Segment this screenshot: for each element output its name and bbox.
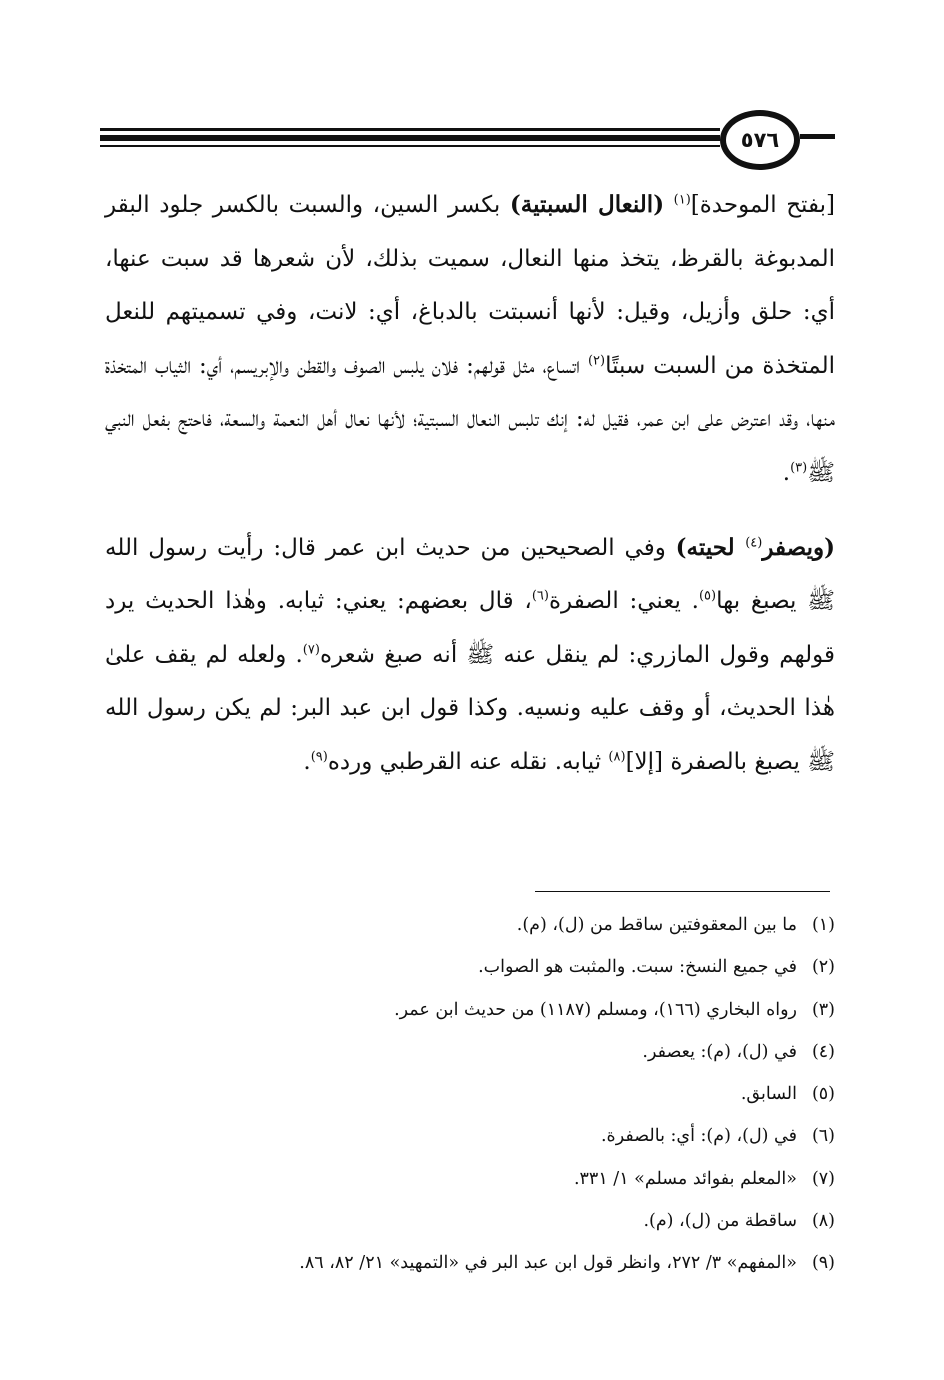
footnote-number: (٤) [811,1041,835,1062]
footnote-number: (٧) [811,1168,835,1189]
page-number-badge [720,110,800,170]
footnotes [105,904,835,1285]
bold-term: (النعال السبتية) [509,191,665,218]
footnote-ref: (٨) [608,749,626,765]
footnote [105,989,835,1031]
footnote-text: السابق. [740,1084,797,1105]
header-rule-thick [100,135,720,141]
footnote [105,904,835,946]
footnote-text: في (ل)، (م): يعصفر. [642,1041,797,1062]
footnote [105,1200,835,1242]
text-run: . ولعله لم يقف علىٰ هٰذا الحديث، أو وقف عليه ونسيه. وكذا قول ابن عبد البر: لم يكن رسول الله ﷺ يصبغ بالصفرة [إلا] [105,641,835,775]
header-rule-thin [100,128,720,131]
text-run: . يعني: الصفرة [548,588,699,615]
footnote-text: في (ل)، (م): أي: بالصفرة. [600,1126,797,1147]
footnote [105,1242,835,1284]
text-run: بكسر السين، والسبت بالكسر جلود البقر المدبوغة بالقرظ، يتخذ منها النعال، سميت بذلك، لأن شعرها قد سبت عنها، أي: حلق وأزيل، وقيل: لأنها أنسبتت بالدباغ، أي: لانت، وفي تسميتهم للنعل المتخذة من السبت سبتًا [105,192,836,379]
footnote-number: (٥) [811,1084,835,1105]
footnote-text: رواه البخاري (١٦٦)، ومسلم (١١٨٧) من حديث ابن عمر. [394,999,797,1020]
footnote-number: (٦) [811,1126,835,1147]
main-text [105,178,835,790]
footnote-separator [535,891,830,892]
footnote-text: ما بين المعقوفتين ساقط من (ل)، (م). [516,915,797,935]
paragraph [105,178,835,501]
page-header [100,110,835,170]
footnote-ref: (٩) [310,749,328,765]
footnote [105,946,835,988]
text-run: [بفتح الموحدة] [690,192,836,218]
text-run: ، قال بعضهم: يعني: ثيابه. وهٰذا الحديث يرد قولهم وقول المازري: لم ينقل عنه ﷺ أنه صبغ شعره [105,588,835,668]
footnote-text: في جميع النسخ: سبت. والمثبت هو الصواب. [478,957,797,978]
text-run: وفي الصحيحين من حديث ابن عمر قال: رأيت رسول الله ﷺ يصبغ بها [105,534,835,615]
footnote-text: «المعلم بفوائد مسلم» ١/ ٣٣١. [573,1168,797,1189]
footnote-number: (٢) [811,957,835,978]
footnote-text: «المفهم» ٣/ ٢٧٢، وانظر قول ابن عبد البر في «التمهيد» ٢١/ ٨٢، ٨٦. [299,1253,797,1274]
footnote-ref: (١) [673,192,691,208]
text-run: ثيابه. نقله عنه القرطبي ورده [327,748,609,775]
footnote [105,1115,835,1157]
footnote-number: (٨) [811,1211,835,1232]
paragraph [105,521,835,790]
page-number: ٥٧٦ [740,128,780,152]
bold-term: (ويصفر [762,533,835,561]
footnote-number: (٣) [811,999,835,1020]
text-run: اتساع، مثل قولهم: فلان يلبس الصوف والقطن والإبريسم، أي: الثياب المتخذة منها، وقد اعترض على ابن عمر، فقيل له: إنك تلبس النعال السبتية؛ لأنها نعال أهل النعمة والسعة، فاحتج بفعل النبي ﷺ [105,352,835,486]
footnote-ref: (٢) [587,353,606,369]
footnote-text: ساقطة من (ل)، (م). [643,1211,797,1232]
footnote [105,1073,835,1115]
header-rule-right [800,134,835,139]
header-rule-bottom [100,145,720,147]
text-run: . [303,748,311,775]
footnote-ref: (٥) [698,588,717,604]
footnote [105,1158,835,1200]
footnote-ref: (٤) [745,534,763,550]
text-run [664,192,674,218]
footnote-number: (٩) [811,1253,835,1274]
footnote [105,1031,835,1073]
footnote-ref: (٧) [302,642,320,658]
bold-term: لحيته) [675,533,746,561]
footnote-number: (١) [811,915,835,935]
footnote-ref: (٣) [790,460,808,476]
text-run: . [782,459,791,486]
footnote-ref: (٦) [531,588,549,604]
